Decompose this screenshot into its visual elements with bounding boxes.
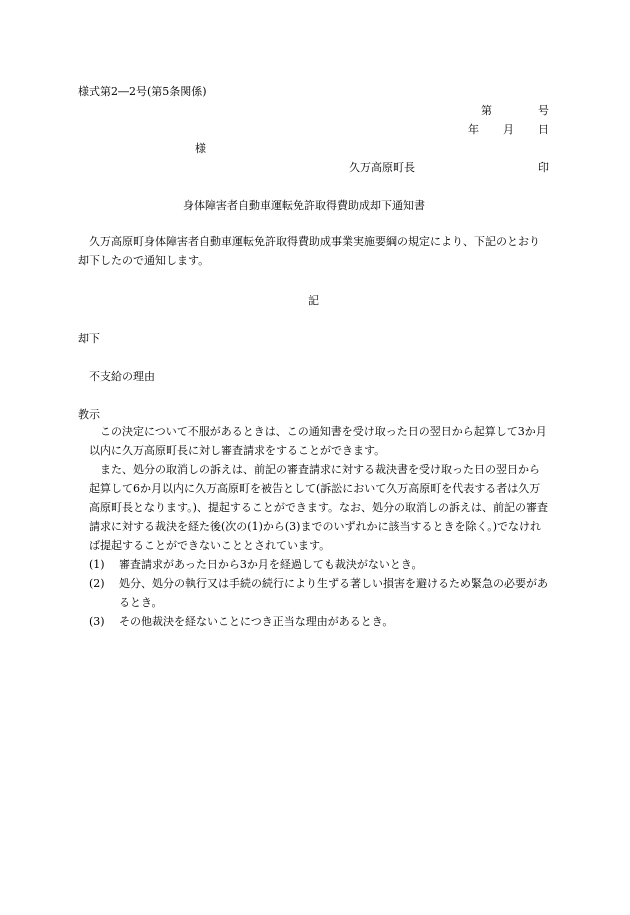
intro-paragraph <box>78 232 550 270</box>
date-day: 日 <box>538 123 549 136</box>
reason-label: 不支給の理由 <box>89 370 155 383</box>
instruction-paragraph-1 <box>89 422 550 460</box>
list-item-number: (1) <box>89 558 105 571</box>
addressee-suffix: 様 <box>195 142 206 155</box>
instruction-text-1: この決定について不服があるときは、この通知書を受け取った日の翌日から起算して3か月以内に久万高原町長に対し審査請求をすることができます。 <box>89 425 547 457</box>
date-year: 年 <box>468 123 479 136</box>
list-item-number: (3) <box>89 615 105 628</box>
instruction-text-2: また、処分の取消しの訴えは、前記の審査請求に対する裁決書を受け取った日の翌日から起算して6か月以内に久万高原町を被告として(訴訟において久万高原町を代表する者は久万高原町長となります。)、提起することができます。なお、処分の取消しの訴えは、前記の審査請求に対する裁決を経た後(次の(1)から(3)までのいずれかに該当するときを除く。)でなければ提起することができないこととされています。 <box>89 463 549 552</box>
list-item-number: (2) <box>89 577 105 590</box>
list-item-3 <box>89 612 550 631</box>
doc-number-prefix: 第 <box>481 104 492 117</box>
issuer: 久万高原町長 <box>349 161 415 174</box>
list-item-text: 処分、処分の執行又は手続の続行により生ずる著しい損害を避けるため緊急の必要があるとき。 <box>119 577 548 609</box>
document-title: 身体障害者自動車運転免許取得費助成却下通知書 <box>183 199 425 212</box>
seal: 印 <box>538 161 549 174</box>
list-item-text: 審査請求があった日から3か月を経過しても裁決がないとき。 <box>119 558 423 571</box>
list-item-1 <box>89 555 550 574</box>
ki-heading: 記 <box>308 294 319 307</box>
intro-text: 久万高原町身体障害者自動車運転免許取得費助成事業実施要綱の規定により、下記のとおり却下したので通知します。 <box>78 235 540 267</box>
rejection-label: 却下 <box>78 332 100 345</box>
form-number: 様式第2―2号(第5条関係) <box>78 85 207 98</box>
instruction-paragraph-2 <box>89 460 550 555</box>
date-month: 月 <box>503 123 514 136</box>
instruction-label: 教示 <box>78 408 100 421</box>
list-item-2 <box>89 574 550 612</box>
list-item-text: その他裁決を経ないことにつき正当な理由があるとき。 <box>119 615 394 628</box>
doc-number-suffix: 号 <box>538 104 549 117</box>
